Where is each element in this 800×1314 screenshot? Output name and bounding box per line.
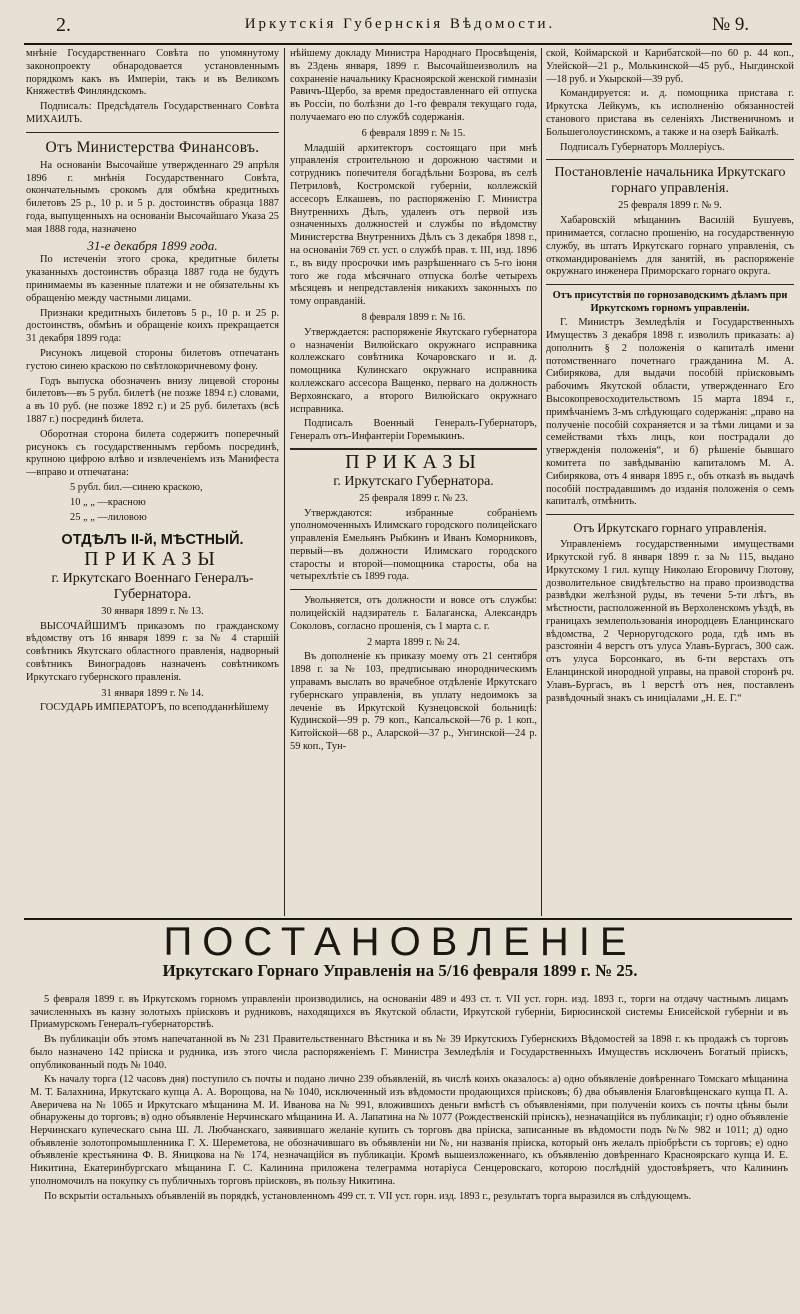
order-date: 8 февраля 1899 г. № 16.: [361, 311, 466, 323]
column-2: [290, 48, 537, 916]
divider: [26, 132, 279, 133]
deadline-date: 31-е декабря 1899 года.: [87, 237, 218, 253]
column-3: [546, 48, 794, 916]
section-heading: ПРИКАЗЫ: [345, 450, 482, 473]
table-row: 5 рубл. бил.—синею краскою,: [70, 481, 203, 493]
paragraph: Утверждается: распоряженіе Якутскаго губернатора о назначеніи Вилюйскаго окружнаго исправника коллежскаго совѣтника Кочаровскаго и и. д. помощника Кулинскаго окружнаго исправника коллежскаго ассесора Ващенко, перваго на должность Верхоянскаго, а второго Вилюйскаго окружнаго исправника.: [290, 326, 537, 415]
order-date: 30 января 1899 г. № 13.: [101, 605, 204, 617]
order-date: 31 января 1899 г. № 14.: [101, 687, 204, 699]
divider: [290, 589, 537, 590]
paragraph: ГОСУДАРЬ ИМПЕРАТОРЪ, по всеподданнѣйшему: [40, 702, 269, 714]
paragraph: Подписалъ Губернаторъ Моллеріусъ.: [560, 141, 725, 153]
section-heading: Постановленіе начальника Иркутскаго горнаго управленія.: [554, 165, 786, 197]
paragraph: ВЫСОЧАЙШИМЪ приказомъ по гражданскому вѣдомству отъ 16 января 1899 г. за № 4 старшій совѣтникъ Якутскаго областного правленія, надворный совѣтникъ Виноградовъ назначенъ совѣтникомъ Иркутскаго губернского правленія.: [26, 620, 279, 683]
paragraph: Управленіемъ государственными имуществами Иркутской губ. 8 января 1899 г. за № 115, выдано Иркутскому 1 гил. купцу Николаю Егоровичу Глотову, дозволительное свидѣтельство на право производства развѣдки желѣзной руды, въ течени 5-ти лѣтъ, въ мѣстности, расположенной въ Верхоленскомъ уѣздѣ, въ границахъ землепользованія инородцевъ Еланцинскаго вѣдомства, 2 Черноругодского рода, гдѣ имъ въ разстояніи 4 верстъ отъ улуса Улавъ-Бургасъ, 300 саж. отъ улуса Борсонкаго, въ 6-ти верстахъ отъ Еланцинской инородной управы, на правой сторонѣ рч. Улавъ-Бургасъ, въ 1 верстѣ отъ нея, поставленъ развѣдочный знакъ съ иниціалами „Н. Е. Г.“: [546, 539, 794, 704]
subsection-heading: г. Иркутскаго Губернатора.: [333, 473, 494, 489]
paragraph: Подписалъ: Предсѣдатель Государственнаго Совѣта МИХАИЛЪ.: [26, 101, 279, 125]
order-date: 6 февраля 1899 г. № 15.: [361, 127, 466, 139]
paragraph: Младшій архитекторъ состоящаго при мнѣ управленія строительною и дорожною частями и сотрудникъ попечителя богадѣльни Бозрова, въ селѣ Петриловѣ, Костромской губерніи, коллежскій ассесоръ Елкашевъ, по распоряженію Г. Министра Внутреннихъ Дѣлъ, удаленъ отъ первой изъ означенныхъ должностей и службы по вѣдомству Министерства Внутреннихъ Дѣлъ съ 3 декабря 1898 г., на основаніи 769 ст. уст. о службѣ прав. т. III, изд. 1896 г., въ виду просрочки имъ разрѣшеннаго съ 5-го іюня того же года мѣсячнаго отпуска болѣе четырехъ мѣсяцевъ и непредставленія никакихъ законныхъ по тому оправданій.: [290, 142, 537, 308]
column-1: [26, 48, 279, 916]
divider: [546, 159, 794, 160]
paragraph: На основаніи Высочайше утвержденнаго 29 апрѣля 1896 г. мнѣнія Государственнаго Совѣта, окончательнымъ срокомъ для обмѣна кредитныхъ билетовъ 25 р., 10 р. и 5 р. достоинствъ образца 1887 года, выпущенныхъ на основаніи Высочайшаго Указа 25 мая 1888 года, назначено: [26, 159, 279, 235]
paragraph: Годъ выпуска обозначенъ внизу лицевой стороны билетовъ—въ 5 рубл. билетѣ (не позже 1894 г.) словами, а въ 10 руб. (не позже 1892 г.) и 25 руб. билетахъ (всѣ 1887 г.) посрединѣ билета.: [26, 375, 279, 425]
page-header: [0, 0, 800, 44]
paragraph: Въ дополненіе къ приказу моему отъ 21 сентября 1898 г. за № 103, предписываю инородническимъ управамъ выслать во врачебное отдѣленіе Иркутскаго губернскаго управленія, въ уплату недоимокъ за леченіе въ Иркутской Кузнецовской больницѣ: Кудинской—99 р. 79 коп., Капсальской—76 р. 1 коп., Китойской—68 р., Аларской—37 р., Унгинской—24 р. 59 коп., Тун-: [290, 651, 537, 753]
page-number: 2.: [56, 14, 71, 36]
section-heading: Отъ Иркутскаго горнаго управленія.: [573, 521, 767, 536]
paragraph: Утверждаются: избранные собраніемъ уполномоченныхъ Илимскаго городского полицейскаго управленія Емельянъ Рыбкинъ и Иванъ Коморниковъ, первый—въ должности Илимскаго городского старосты и второй—помощника старосты, оба на четырехлѣтіе съ 1899 года.: [290, 507, 537, 583]
paragraph: Г. Министръ Земледѣлія и Государственныхъ Имуществъ 3 декабря 1898 г. изволилъ приказать: а) дополнить § 2 положенія о капиталѣ имени потомственнаго почетнаго гражданина М. А. Сибирякова, для выдачи пособій пріисковымъ рабочимъ Якутской области, утвержденнаго Его Высокопревосходительствомъ 15 марта 1894 г., примѣчаніемъ 3-мъ слѣдующаго содержанія: „право на полученіе пособій сохраняется и за тѣми лицами и за семействами тѣхъ лицъ, кои пострадали до утвержденія положенія“, и б) рѣшеніе бывшаго комитета по завѣдыванію капиталомъ М. А. Сибирякова, отъ 4 января 1895 г., объ отказѣ въ выдачѣ пособій пострадавшимъ до изданія положенія о семъ капиталѣ, отмѣнить.: [546, 317, 794, 508]
decree-body: [30, 994, 788, 1310]
section-heading: Отъ присутствія по горнозаводскимъ дѣламъ при Иркутскомъ горномъ управленіи.: [552, 290, 788, 314]
section-heading: ОТДѢЛЪ II-й, МѢСТНЫЙ.: [61, 532, 244, 549]
paragraph: Хабаровскій мѣщанинъ Василій Бушуевъ, принимается, согласно прошенію, на государственную службу, въ штатъ Иркутскаго горнаго управленія, съ откомандированіемъ для занятій, въ распоряженіе окружнаго инженера Приморскаго горнаго округа.: [546, 215, 794, 278]
paragraph: Оборотная сторона билета содержитъ поперечный рисунокъ съ государственнымъ гербомъ посрединѣ, крупною цифрою влѣво и извлеченіемъ изъ Манифеста—вправо и отпечатана:: [26, 428, 279, 479]
divider: [290, 448, 537, 450]
column-divider: [541, 48, 542, 916]
paragraph: Командируется: и. д. помощника пристава г. Иркутска Лейкумъ, къ исполненію обязанностей станового пристава въ селеніяхъ Лиственичномъ и Большеголоустинскомъ, а также и на озерѣ Байкалѣ.: [546, 88, 794, 138]
paragraph: нѣйшему докладу Министра Народнаго Просвѣщенія, въ 23день января, 1899 г. Высочайшеизволилъ на сохраненіе начальнику Красноярской женской гимназіи Равичъ-Щербо, за время предоставленнаго ей отпуска въ Россіи, по болѣзни до 1-го февраля текущаго года, получаемаго ею по службѣ содержанія.: [290, 48, 537, 123]
table-row: 25 „ „ —лиловою: [70, 511, 147, 523]
issue-number: № 9.: [712, 14, 750, 35]
paragraph: По вскрытіи остальныхъ объявленій въ порядкѣ, установленномъ 499 ст. т. VII уст. горн. изд. 1893 г., результатъ торга выразился въ слѣдующемъ.: [44, 1190, 692, 1202]
subsection-heading: г. Иркутскаго Военнаго Генералъ-Губернатора.: [51, 570, 254, 602]
paragraph: Подписалъ Военный Генералъ-Губернаторъ, Генералъ отъ-Инфантеріи Горемыкинъ.: [290, 418, 537, 443]
paragraph: Къ началу торга (12 часовъ дня) поступило съ почты и подано лично 239 объявленій, въ числѣ коихъ оказалось: а) одно объявленіе довѣреннаго Томскаго мѣщанина М. Т. Балахнина, Иркутскаго купца А. А. Ворощова, на № 1040, исключенный изъ вѣдомости продающихся пріисковъ; б) два объявленія Благовѣщенскаго купца П. А. Аверичева на № 1065 и Иркутскаго мѣщанина М. И. Иванова на № 991, вложившихъ деньги вмѣстѣ съ объявленіями, при полученіи коихъ съ почты цѣны были обнаружены до торговъ; в) одно объявленіе Нерчинскаго мѣщанина И. А. Лапатина на № 1077 (Рождественскій пріискъ), незначащійся въ публикаціи; г) одно объявленіе Нерчинскаго купеческаго сына Ш. Л. Любчанскаго, заявившаго желаніе купить съ торговъ два пріиска, записанные въ вѣдомости подъ №№ 982 и 1011; д) одно объявленіе золотопромышленника Г. Х. Шереметова, не обозначившаго въ объявленіи ни №, ни названія пріиска, который онъ желалъ пріобрѣсти съ торговъ; е) одно объявленіе крестьянина Ф. В. Яницкова на № 174, незначащійся въ публикаціи. Кромѣ вышеизложеннаго, къ объявленію довѣреннаго Красноярскаго купца И. Е. Никитина, Екатеринбургскаго мѣщанина Г. С. Калинина приложена телеграмма нотаріуса Сенцеровскаго, которою послѣдній удостовѣряетъ, что Калининъ уполномочилъ на покупку съ публичныхъ торговъ пріисковъ, въ пользу Никитина.: [30, 1074, 788, 1187]
decree-subtitle: Иркутскаго Горнаго Управленія на 5/16 февраля 1899 г. № 25.: [162, 961, 638, 980]
paragraph: 5 февраля 1899 г. въ Иркутскомъ горномъ управленіи производились, на основаніи 489 и 493 ст. т. VII уст. горн. изд. 1893 г., торги на отдачу частнымъ лицамъ зачисленныхъ въ казну золотыхъ пріисковъ и рудниковъ, находящихся въ Якутской области, Иркутской губерніи, Бирюсинской системы Енисейской губерніи и въ Приамурскомъ Генералъ-губернаторствѣ.: [30, 994, 788, 1031]
column-divider: [284, 48, 285, 916]
section-heading: ПРИКАЗЫ: [84, 548, 221, 571]
order-date: 25 февраля 1899 г. № 23.: [359, 492, 468, 504]
paragraph: Увольняется, отъ должности и вовсе отъ службы: полицейскій надзиратель г. Балаганска, Александръ Соколовъ, согласно прошенія, съ 1 марта с. г.: [290, 595, 537, 632]
paragraph: мнѣніе Государственнаго Совѣта по упомянутому законопроекту обнародовается установленнымъ порядкомъ какъ въ Имперіи, такъ и въ Великомъ Княжествѣ Финляндскомъ.: [26, 48, 279, 98]
decree-title: ПОСТАНОВЛЕНІЕ: [163, 920, 637, 964]
divider: [546, 284, 794, 285]
section-heading: Отъ Министерства Финансовъ.: [45, 138, 260, 156]
table-row: 10 „ „ —красною: [70, 496, 146, 508]
header-rule: [24, 43, 792, 45]
order-date: 25 февраля 1899 г. № 9.: [618, 200, 722, 212]
newspaper-title: Иркутскія Губернскія Вѣдомости.: [244, 16, 556, 32]
order-date: 2 марта 1899 г. № 24.: [366, 636, 460, 648]
paragraph: Въ публикаціи объ этомъ напечатанной въ № 231 Правительственнаго Вѣстника и въ № 39 Иркутскихъ Губернскихъ Вѣдомостей за 1898 г. къ продажѣ съ торговъ было назначено 142 пріиска и рудника, изъ этого числа распоряженіемъ Г. Министра Земледѣлія и Государственныхъ Имуществъ исключенъ Богатый пріискъ, опубликованный подъ № 1040.: [30, 1034, 788, 1071]
paragraph: Рисунокъ лицевой стороны билетовъ отпечатанъ густою синею краскою по свѣтлокоричневому фону.: [26, 347, 279, 372]
paragraph: Признаки кредитныхъ билетовъ 5 р., 10 р. и 25 р. достоинствъ, обмѣнъ и обращеніе коихъ прекращается 31 декабря 1899 года:: [26, 307, 279, 345]
divider: [546, 514, 794, 515]
paragraph: По истеченіи этого срока, кредитные билеты указанныхъ достоинствъ образца 1887 года не будутъ принимаемы въ казенные платежи и не обязательны къ обращенію между частными лицами.: [26, 254, 279, 304]
paragraph: ской, Коймарской и Карибатской—по 60 р. 44 коп., Улейской—21 р., Молькинской—45 руб., Ныгдинской—18 руб. и Укырской—39 руб.: [546, 48, 794, 85]
